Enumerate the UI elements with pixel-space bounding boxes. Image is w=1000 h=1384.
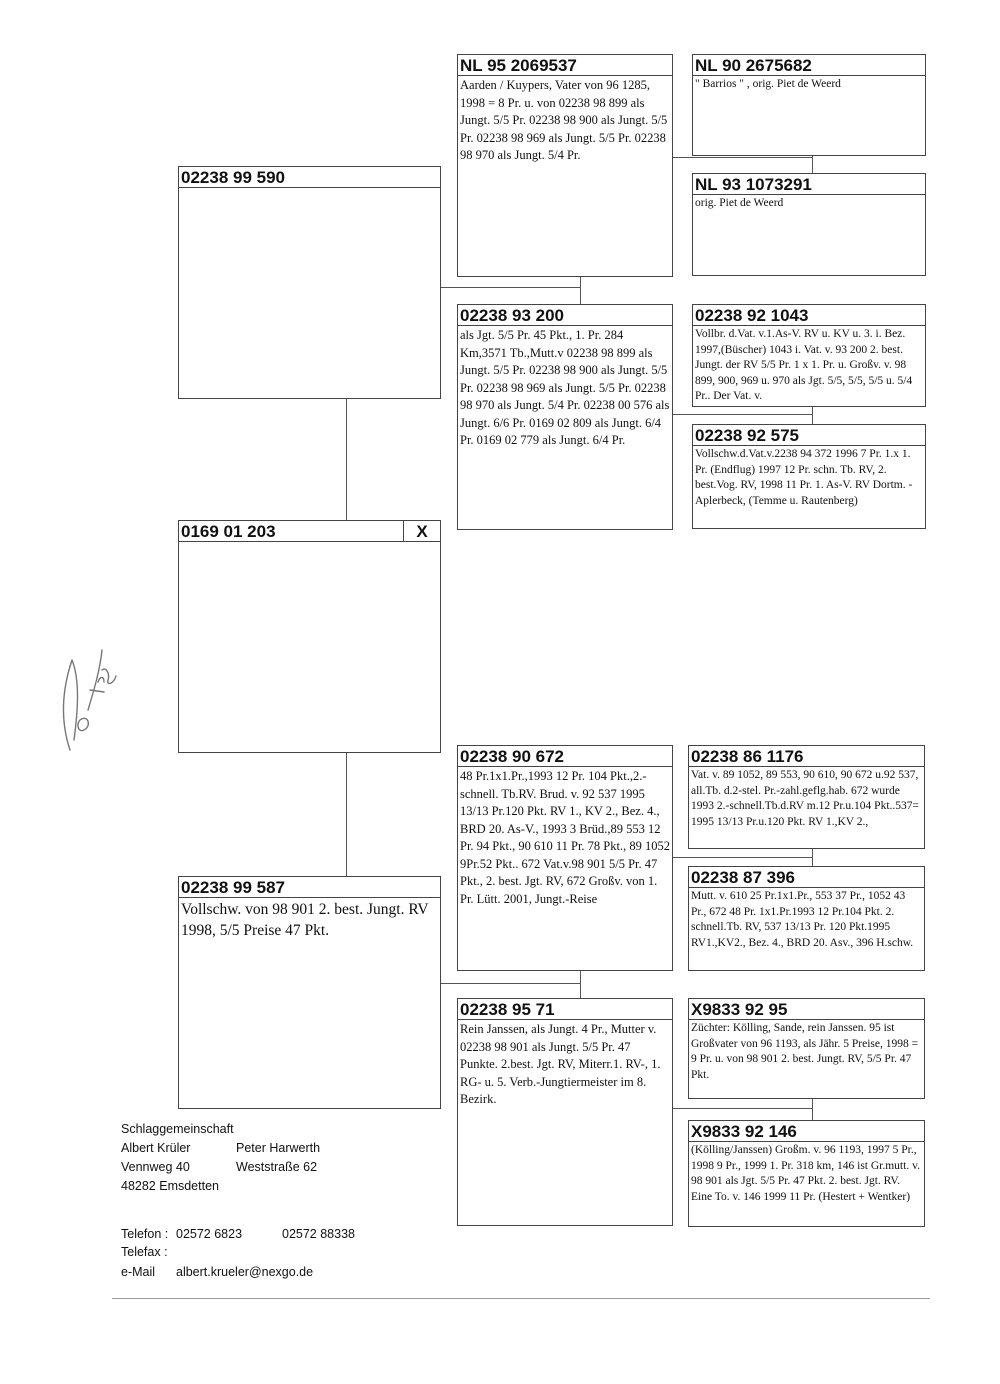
ggp-box — [692, 173, 926, 276]
subject-box — [178, 520, 441, 753]
connector-line — [346, 752, 347, 876]
ggp-box — [692, 54, 926, 156]
pedigree-note: Vat. v. 89 1052, 89 553, 90 610, 90 672 u.92 537, all.Tb. d.2-stel. Pr.-zahl.geflg.hab. 672 wurde 1993 2.-schnell.Tb.d.RV m.12 Pr.u.104 Pkt..537= 1995 13/13 Pr.u.120 Pkt. RV 1.,KV 2., — [691, 769, 920, 828]
ring-number: 02238 95 71 — [458, 999, 672, 1020]
ring-number: NL 90 2675682 — [693, 55, 925, 76]
ring-number: NL 93 1073291 — [693, 174, 925, 195]
ggp-box — [688, 998, 925, 1099]
connector-line — [672, 1108, 812, 1109]
pedigree-note: orig. Piet de Weerd — [695, 197, 784, 209]
ring-number: 02238 92 1043 — [693, 305, 925, 326]
email-address[interactable]: albert.krueler@nexgo.de — [176, 1265, 314, 1279]
club-name: Schlaggemeinschaft — [121, 1122, 234, 1136]
ggp-box — [688, 745, 925, 849]
phone-number: 02572 88338 — [282, 1227, 355, 1241]
handwritten-signature — [50, 620, 120, 760]
phone-number: 02572 6823 — [176, 1227, 243, 1241]
owner-name: Peter Harwerth — [236, 1141, 321, 1155]
pedigree-note: Rein Janssen, als Jungt. 4 Pr., Mutter v. 02238 98 901 als Jungt. 5/5 Pr. 47 Punkte. 2.best. Jgt. RV, Miterr.1. RV-, 1. RG- u. 5. Verb.-Jungtiermeister im 8. Bezirk. — [460, 1022, 661, 1106]
pedigree-note: (Kölling/Janssen) Großm. v. 96 1193, 1997 5 Pr., 1998 9 Pr., 1999 1. Pr. 318 km, 146 ist Gr.mutt. v. 98 901 als Jgt. 5/5 Pr. 47 Pkt. 2. best. Jgt. RV. Eine To. v. 146 1999 11 Pr. (Hestert + Wentker) — [691, 1144, 920, 1203]
ggp-box — [688, 1120, 925, 1227]
owner-city: 48282 Emsdetten — [121, 1179, 219, 1193]
pedigree-note: " Barrios " , orig. Piet de Weerd — [695, 78, 841, 90]
pedigree-note: 48 Pr.1x1.Pr.,1993 12 Pr. 104 Pkt.,2.-schnell. Tb.RV. Brud. v. 92 537 1995 13/13 Pr.120 Pkt. RV 1., KV 2., Bez. 4., BRD 20. As-V., 1993 3 Brüd.,89 553 12 Pr. 94 Pkt., 90 610 11 Pr. 78 Pkt., 89 1052 9Pr.52 Pkt.. 672 Vat.v.98 901 5/5 Pr. 47 Pkt., 2. best. Jgt. RV, 672 Großv. von 1. Pr. Lütt. 2001, Jungt.-Reise — [460, 769, 670, 906]
bottom-rule — [112, 1298, 930, 1299]
ring-number: X9833 92 146 — [689, 1121, 924, 1142]
connector-line — [812, 1098, 813, 1120]
cross-mark: X — [403, 521, 440, 541]
pedigree-note: Züchter: Kölling, Sande, rein Janssen. 95 ist Großvater von 96 1193, als Jähr. 5 Preise, 1998 = 9 Pr. u. von 98 901 2. best. Jungt. RV, 5/5 Pr. 47 Pkt. — [691, 1022, 919, 1081]
ring-number: 02238 90 672 — [458, 746, 672, 767]
pedigree-note: Vollschw.d.Vat.v.2238 94 372 1996 7 Pr. 1.x 1. Pr. (Endflug) 1997 12 Pr. schn. Tb. RV, 2. best.Vog. RV, 1998 11 Pr. 1. As-V. RV Dortm. -Aplerbeck, (Temme u. Rautenberg) — [695, 448, 913, 507]
ring-number: 0169 01 203 — [181, 522, 276, 541]
ring-number: 02238 86 1176 — [689, 746, 924, 767]
connector-line — [580, 970, 581, 998]
connector-line — [672, 157, 812, 158]
phone-label: Telefon : — [121, 1227, 169, 1241]
owner-street: Vennweg 40 — [121, 1160, 190, 1174]
pedigree-note: Vollbr. d.Vat. v.1.As-V. RV u. KV u. 3. i. Bez. 1997,(Büscher) 1043 i. Vat. v. 93 200 2. best. Jungt. der RV 5/5 Pr. 1 x 1. Pr. u. Großv. v. 98 899, 900, 969 u. 970 als Jgt. 5/5, 5/5, 5/5 u. 5/4 Pr.. Der Vat. v. — [695, 328, 913, 402]
pedigree-note: Aarden / Kuypers, Vater von 96 1285, 1998 = 8 Pr. u. von 02238 98 899 als Jungt. 5/5 Pr. 02238 98 900 als Jungt. 5/5 Pr. 02238 98 969 als Jungt. 5/5 Pr. 02238 98 970 als Jungt. 5/4 Pr. — [460, 78, 668, 162]
ggp-box — [692, 304, 926, 407]
connector-line — [672, 414, 812, 415]
connector-line — [440, 287, 580, 288]
ggp-box — [692, 424, 926, 529]
ring-number: 02238 99 590 — [179, 167, 440, 188]
pedigree-note: Mutt. v. 610 25 Pr.1x1.Pr., 553 37 Pr., 1052 43 Pr., 672 48 Pr. 1x1.Pr.1993 12 Pr.104 Pkt. 2. schnell.Tb. RV, 537 13/13 Pr. 120 Pkt.1995 RV1.,KV2., Bez. 4., BRD 20. Asv., 396 H.schw. — [691, 890, 914, 949]
dam-mother-box — [457, 998, 673, 1226]
email-label: e-Mail — [121, 1265, 156, 1279]
fax-label: Telefax : — [121, 1245, 168, 1259]
owner-name: Albert Krüler — [121, 1141, 191, 1155]
ring-number: 02238 99 587 — [179, 877, 440, 898]
ring-number: 02238 87 396 — [689, 867, 924, 888]
connector-line — [672, 857, 812, 858]
connector-line — [346, 398, 347, 520]
connector-line — [812, 406, 813, 424]
ring-number: 02238 93 200 — [458, 305, 672, 326]
ggp-box — [688, 866, 925, 971]
pedigree-note — [179, 188, 440, 190]
father-box — [178, 166, 441, 399]
connector-line — [440, 983, 580, 984]
sire-father-box — [457, 54, 673, 277]
ring-number: 02238 92 575 — [693, 425, 925, 446]
owner-street: Weststraße 62 — [236, 1160, 318, 1174]
pedigree-note — [179, 542, 440, 544]
ring-number: NL 95 2069537 — [458, 55, 672, 76]
dam-father-box — [457, 745, 673, 971]
pedigree-note: Vollschw. von 98 901 2. best. Jungt. RV 1998, 5/5 Preise 47 Pkt. — [181, 901, 429, 939]
sire-mother-box — [457, 304, 673, 530]
mother-box — [178, 876, 441, 1109]
pedigree-note: als Jgt. 5/5 Pr. 45 Pkt., 1. Pr. 284 Km,3571 Tb.,Mutt.v 02238 98 899 als Jungt. 5/5 Pr. 02238 98 900 als Jungt. 5/5 Pr. 02238 98 969 als Jungt. 5/5 Pr. 02238 98 970 als Jungt. 5/4 Pr. 02238 00 576 als Jungt. 6/6 Pr. 0169 02 809 als Jungt. 6/4 Pr. 0169 02 779 als Jungt. 6/4 Pr. — [460, 328, 670, 447]
ring-number: X9833 92 95 — [689, 999, 924, 1020]
connector-line — [812, 155, 813, 173]
connector-line — [812, 848, 813, 866]
connector-line — [580, 276, 581, 304]
